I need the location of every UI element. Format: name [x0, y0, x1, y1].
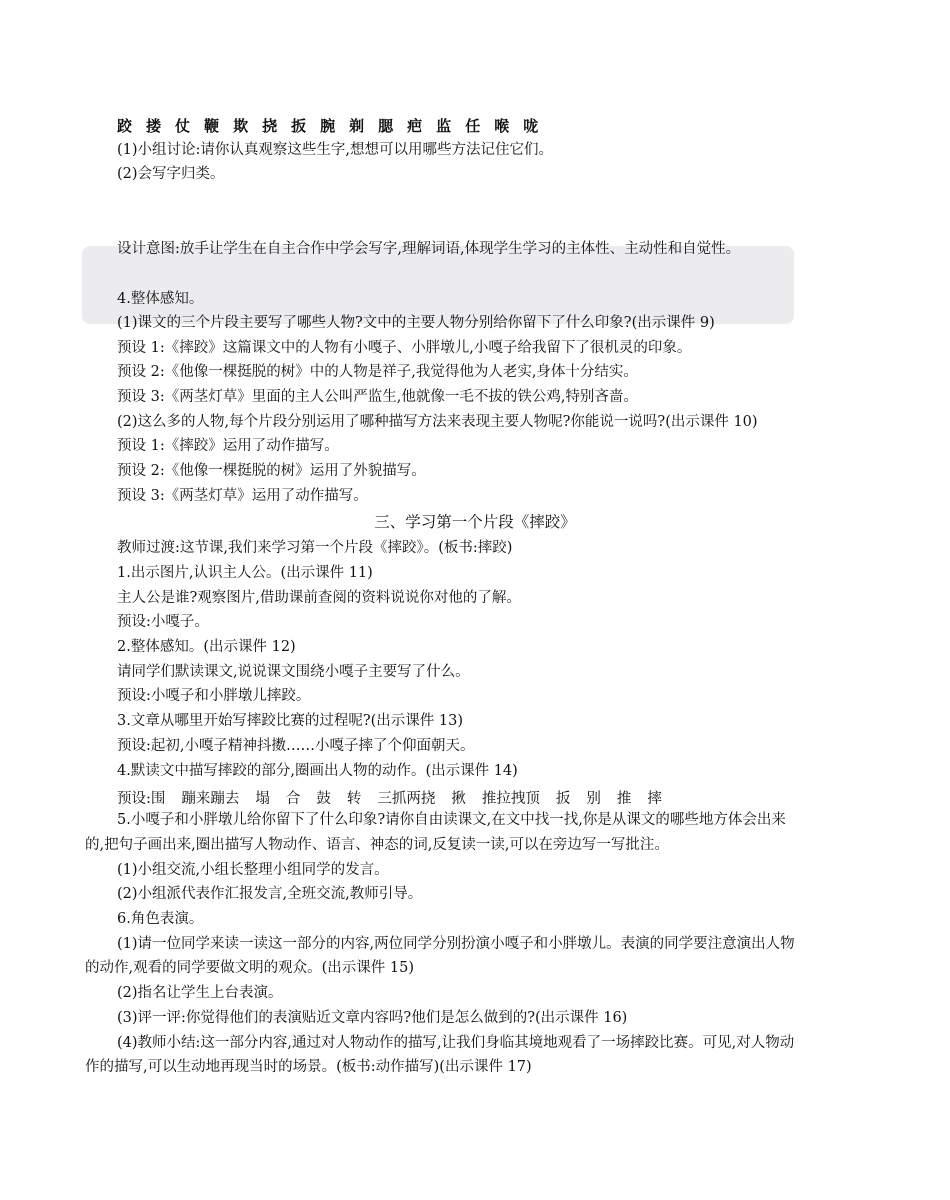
action-word: 推: [616, 791, 632, 807]
vocab-label: 预设:: [117, 791, 151, 807]
design-intent: 设计意图:放手让学生在自主合作中学会写字,理解词语,体现学生学习的主体性、主动性和自觉性。: [117, 241, 741, 257]
paragraph: 预设 2:《他像一棵挺脱的树》中的人物是祥子,我觉得他为人老实,身体十分结实。: [117, 364, 638, 380]
char: 搂: [146, 117, 162, 135]
paragraph: (1)请一位同学来读一读这一部分的内容,两位同学分别扮演小嘎子和小胖墩儿。表演的同学要注意演出人物: [117, 936, 795, 952]
paragraph: 请同学们默读课文,说说课文围绕小嘎子主要写了什么。: [117, 664, 470, 680]
action-word: 合: [285, 791, 301, 807]
paragraph: 4.默读文中描写摔跤的部分,圈画出人物的动作。(出示课件 14): [117, 763, 518, 779]
paragraph: 预设 1:《摔跤》这篇课文中的人物有小嘎子、小胖墩儿,小嘎子给我留下了很机灵的印象。: [117, 340, 692, 356]
paragraph: (1)小组讨论:请你认真观察这些生字,想想可以用哪些方法记住它们。: [117, 142, 554, 158]
paragraph: 预设 2:《他像一棵挺脱的树》运用了外貌描写。: [117, 463, 426, 479]
paragraph: 主人公是谁?观察图片,借助课前查阅的资料说说你对他的了解。: [117, 590, 521, 606]
action-word: 扳: [555, 791, 571, 807]
char: 挠: [262, 117, 278, 135]
char: 监: [436, 117, 452, 135]
char: 跤: [117, 117, 133, 135]
action-word: 别: [586, 791, 601, 807]
paragraph: 5.小嘎子和小胖墩儿给你留下了什么印象?请你自由读课文,在文中找一找,你是从课文的哪些地方体会出来: [117, 812, 786, 828]
action-word: 鼓: [316, 791, 331, 807]
paragraph: 2.整体感知。(出示课件 12): [117, 639, 296, 655]
paragraph: 预设 1:《摔跤》运用了动作描写。: [117, 438, 339, 454]
paragraph: (1)小组交流,小组长整理小组同学的发言。: [117, 862, 389, 878]
action-word: 三抓两挠: [377, 791, 436, 807]
paragraph: 教师过渡:这节课,我们来学习第一个片段《摔跤》。(板书:摔跤): [117, 540, 513, 556]
action-word: 蹦来蹦去: [181, 791, 240, 807]
paragraph: (2)指名让学生上台表演。: [117, 985, 283, 1001]
char: 扳: [291, 117, 307, 135]
char: 腮: [378, 117, 394, 135]
paragraph: 预设 3:《两茎灯草》运用了动作描写。: [117, 488, 368, 504]
paragraph: 预设:小嘎子和小胖墩儿摔跤。: [117, 688, 311, 704]
action-word: 揪: [451, 791, 466, 807]
paragraph: (1)课文的三个片段主要写了哪些人物?文中的主要人物分别给你留下了什么印象?(出示课件 9): [117, 315, 715, 331]
paragraph: 6.角色表演。: [117, 911, 204, 927]
char: 鞭: [204, 117, 220, 135]
paragraph: 作的描写,可以生动地再现当时的场景。(板书:动作描写)(出示课件 17): [85, 1059, 532, 1075]
char: 喉: [494, 117, 510, 135]
paragraph: 的动作,观看的同学要做文明的观众。(出示课件 15): [85, 960, 414, 976]
char: 剃: [349, 117, 365, 135]
char: 任: [465, 117, 481, 135]
section-heading: 三、学习第一个片段《摔跤》: [374, 513, 576, 531]
char: 疤: [407, 117, 423, 135]
action-words: [117, 787, 678, 808]
action-word: 围: [150, 791, 166, 807]
paragraph: 3.文章从哪里开始写摔跤比赛的过程呢?(出示课件 13): [117, 713, 463, 729]
paragraph: (2)会写字归类。: [117, 166, 225, 182]
paragraph: 4.整体感知。: [117, 291, 204, 307]
char: 腕: [320, 117, 336, 135]
action-word: 摔: [647, 791, 662, 807]
vocabulary-characters: [117, 115, 552, 136]
action-word: 塌: [255, 791, 270, 807]
action-word: 推拉拽顶: [481, 791, 540, 807]
paragraph: (3)评一评:你觉得他们的表演贴近文章内容吗?他们是怎么做到的?(出示课件 16): [117, 1010, 628, 1026]
paragraph: 预设 3:《两茎灯草》里面的主人公叫严监生,他就像一毛不拔的铁公鸡,特别吝啬。: [117, 389, 638, 405]
paragraph: (2)小组派代表作汇报发言,全班交流,教师引导。: [117, 886, 423, 902]
paragraph: 的,把句子画出来,圈出描写人物动作、语言、神态的词,反复读一读,可以在旁边写一写批注。: [85, 837, 669, 853]
paragraph: 1.出示图片,认识主人公。(出示课件 11): [117, 565, 373, 581]
action-word: 转: [346, 791, 362, 807]
char: 欺: [233, 117, 249, 135]
char: 咙: [523, 117, 539, 135]
paragraph: (2)这么多的人物,每个片段分别运用了哪种描写方法来表现主要人物呢?你能说一说吗?(出示课件 10): [117, 414, 758, 430]
char: 仗: [175, 117, 191, 135]
paragraph: 预设:小嘎子。: [117, 614, 209, 630]
paragraph: 预设:起初,小嘎子精神抖擞……小嘎子摔了个仰面朝天。: [117, 738, 475, 754]
paragraph: (4)教师小结:这一部分内容,通过对人物动作的描写,让我们身临其境地观看了一场摔跤比赛。可见,对人物动: [117, 1035, 795, 1051]
